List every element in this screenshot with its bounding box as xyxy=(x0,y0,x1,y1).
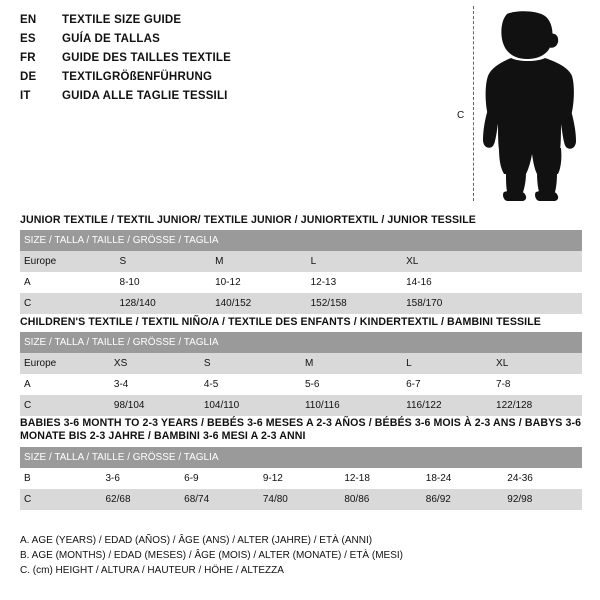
cell: M xyxy=(301,353,402,374)
header-row-it xyxy=(20,90,440,109)
lang-code-es: ES xyxy=(20,33,36,45)
section-children xyxy=(20,316,582,416)
cell: 6-9 xyxy=(180,468,259,489)
cell: 98/104 xyxy=(110,395,200,416)
cell: 12-18 xyxy=(340,468,421,489)
section-children-title: CHILDREN'S TEXTILE / TEXTIL NIÑO/A / TEXTILE DES ENFANTS / KINDERTEXTIL / BAMBINI TESSILE xyxy=(20,316,541,328)
lang-code-fr: FR xyxy=(20,52,36,64)
cell: C xyxy=(20,395,110,416)
header-row-en xyxy=(20,14,440,33)
junior-size-table xyxy=(20,230,582,314)
cell: Europe xyxy=(20,251,116,272)
height-measure-line xyxy=(473,6,474,201)
section-junior xyxy=(20,214,582,314)
section-babies xyxy=(20,417,582,510)
cell: S xyxy=(200,353,301,374)
cell: A xyxy=(20,272,116,293)
size-header-label: SIZE / TALLA / TAILLE / GRÖSSE / TAGLIA xyxy=(20,447,582,468)
cell: 62/68 xyxy=(101,489,180,510)
header-title-fr: GUIDE DES TAILLES TEXTILE xyxy=(62,52,231,64)
table-row xyxy=(20,395,582,416)
table-row xyxy=(20,272,582,293)
cell: 116/122 xyxy=(402,395,492,416)
section-junior-title: JUNIOR TEXTILE / TEXTIL JUNIOR/ TEXTILE JUNIOR / JUNIORTEXTIL / JUNIOR TESSILE xyxy=(20,214,476,226)
size-header-label: SIZE / TALLA / TAILLE / GRÖSSE / TAGLIA xyxy=(20,332,582,353)
table-row xyxy=(20,374,582,395)
header-title-es: GUÍA DE TALLAS xyxy=(62,33,160,45)
cell: XL xyxy=(492,353,582,374)
cell: 24-36 xyxy=(503,468,582,489)
cell: B xyxy=(20,468,101,489)
table-row xyxy=(20,293,582,314)
cell: L xyxy=(402,353,492,374)
table-row xyxy=(20,251,582,272)
cell: S xyxy=(116,251,212,272)
cell: 128/140 xyxy=(116,293,212,314)
cell: 12-13 xyxy=(307,272,403,293)
table-header-row xyxy=(20,332,582,353)
cell: 122/128 xyxy=(492,395,582,416)
measurement-figure xyxy=(455,6,585,206)
header-title-it: GUIDA ALLE TAGLIE TESSILI xyxy=(62,90,228,102)
cell: 104/110 xyxy=(200,395,301,416)
lang-code-en: EN xyxy=(20,14,37,26)
table-row xyxy=(20,353,582,374)
cell: A xyxy=(20,374,110,395)
cell: M xyxy=(211,251,307,272)
cell: 3-4 xyxy=(110,374,200,395)
cell: 80/86 xyxy=(340,489,421,510)
cell: XS xyxy=(110,353,200,374)
cell: 68/74 xyxy=(180,489,259,510)
cell: 10-12 xyxy=(211,272,307,293)
header-row-de xyxy=(20,71,440,90)
cell: 92/98 xyxy=(503,489,582,510)
cell: 110/116 xyxy=(301,395,402,416)
table-header-row xyxy=(20,230,582,251)
toddler-silhouette-icon xyxy=(477,10,585,202)
header-row-fr xyxy=(20,52,440,71)
legend-line-c: C. (cm) HEIGHT / ALTURA / HAUTEUR / HÖHE / ALTEZZA xyxy=(20,565,284,576)
cell: 7-8 xyxy=(492,374,582,395)
cell: 3-6 xyxy=(101,468,180,489)
babies-size-table xyxy=(20,447,582,510)
cell: Europe xyxy=(20,353,110,374)
table-row xyxy=(20,489,582,510)
language-header xyxy=(20,14,440,109)
legend xyxy=(20,533,582,578)
cell: 4-5 xyxy=(200,374,301,395)
table-header-row xyxy=(20,447,582,468)
cell: 152/158 xyxy=(307,293,403,314)
cell: 9-12 xyxy=(259,468,340,489)
section-babies-title: BABIES 3-6 MONTH TO 2-3 YEARS / BEBÉS 3-6 MESES A 2-3 AÑOS / BÉBÉS 3-6 MOIS À 2-3 ANS / BABYS 3-6 MONATE BIS 2-3 JAHRE / BAMBINI 3-6 MESI A 2-3 ANNI xyxy=(20,417,582,442)
cell: XL xyxy=(402,251,582,272)
size-header-label: SIZE / TALLA / TAILLE / GRÖSSE / TAGLIA xyxy=(20,230,582,251)
measure-label-c: C xyxy=(457,110,465,121)
cell: 140/152 xyxy=(211,293,307,314)
header-title-en: TEXTILE SIZE GUIDE xyxy=(62,14,182,26)
cell: 14-16 xyxy=(402,272,582,293)
cell: 158/170 xyxy=(402,293,582,314)
cell: 5-6 xyxy=(301,374,402,395)
cell: C xyxy=(20,489,101,510)
cell: 8-10 xyxy=(116,272,212,293)
cell: L xyxy=(307,251,403,272)
table-row xyxy=(20,468,582,489)
cell: 74/80 xyxy=(259,489,340,510)
header-title-de: TEXTILGRÖßENFÜHRUNG xyxy=(62,71,213,83)
legend-line-b: B. AGE (MONTHS) / EDAD (MESES) / ÂGE (MOIS) / ALTER (MONATE) / ETÀ (MESI) xyxy=(20,550,403,561)
cell: 18-24 xyxy=(422,468,503,489)
cell: C xyxy=(20,293,116,314)
legend-line-a: A. AGE (YEARS) / EDAD (AÑOS) / ÂGE (ANS) / ALTER (JAHRE) / ETÀ (ANNI) xyxy=(20,535,373,546)
children-size-table xyxy=(20,332,582,416)
cell: 6-7 xyxy=(402,374,492,395)
cell: 86/92 xyxy=(422,489,503,510)
lang-code-it: IT xyxy=(20,90,31,102)
header-row-es xyxy=(20,33,440,52)
lang-code-de: DE xyxy=(20,71,37,83)
